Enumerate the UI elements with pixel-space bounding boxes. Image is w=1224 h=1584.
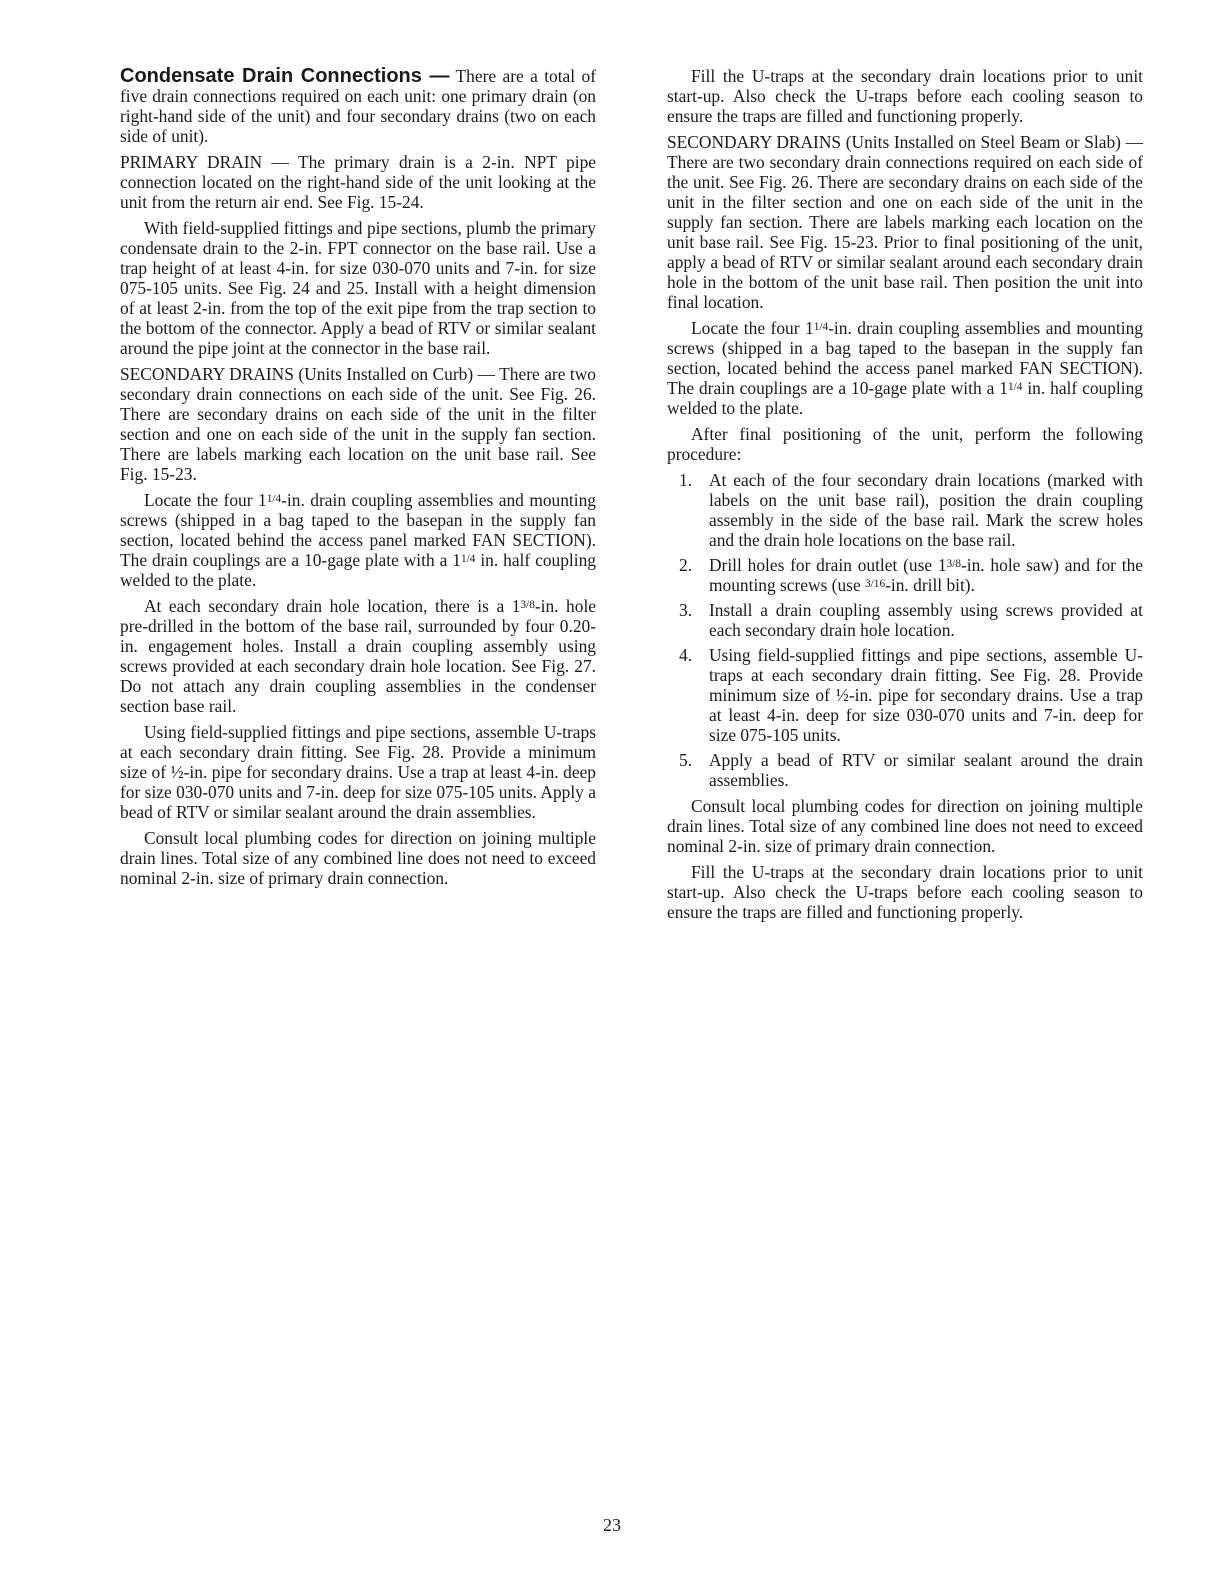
primary-drain-paragraph: PRIMARY DRAIN — The primary drain is a 2-in. NPT pipe connection located on the right-hand side of the unit looking at the unit from the return air end. See Fig. 15-24.	[120, 152, 596, 212]
list-item: 1. At each of the four secondary drain locations (marked with labels on the unit base rail), position the drain coupling assembly in the side of the base rail. Mark the screw holes and the drain hole locations on the base rail.	[679, 470, 1143, 550]
procedure-intro-paragraph: After final positioning of the unit, perform the following procedure:	[667, 424, 1143, 464]
drain-coupling-paragraph-right: Locate the four $1^{1/4}-in$. drain coupling assemblies and mounting screws (shipped in a bag taped to the basepan in the supply fan section, located behind the access panel marked FAN SECTION). The drain couplings are a 10-gage plate with a $1^{1/4}$ in. half coupling welded to the plate.	[667, 318, 1143, 418]
procedure-steps-list	[667, 470, 1143, 790]
fill-traps-closing-paragraph: Fill the U-traps at the secondary drain locations prior to unit start-up. Also check the U-traps before each cooling season to ensure the traps are filled and functioning properly.	[667, 862, 1143, 922]
hole-location-paragraph: At each secondary drain hole location, there is a $1^{3/8}-in$. hole pre-drilled in the bottom of the base rail, surrounded by four 0.20-in. engagement holes. Install a drain coupling assembly using screws provided at each secondary drain hole location. See Fig. 27. Do not attach any drain coupling assemblies in the condenser section base rail.	[120, 596, 596, 716]
section-heading: Condensate Drain Connections —	[120, 65, 450, 87]
secondary-drains-beam-paragraph: SECONDARY DRAINS (Units Installed on Steel Beam or Slab) — There are two secondary drain connections required on each side of the unit. See Fig. 26. There are secondary drains on each side of the unit in the filter section and one on each side of the unit in the supply fan section. There are labels marking each location on the unit base rail. See Fig. 15-23. Prior to final positioning of the unit, apply a bead of RTV or similar sealant around each secondary drain hole in the bottom of the unit base rail. Then position the unit into final location.	[667, 132, 1143, 312]
intro-paragraph: Condensate Drain Connections — There are a total of five drain connections required on each unit: one primary drain (on right-hand side of the unit) and four secondary drains (two on each side of unit).	[120, 65, 596, 146]
page-number: 23	[603, 1515, 621, 1535]
list-item: 4. Using field-supplied fittings and pipe sections, assemble U-traps at each secondary drain fitting. See Fig. 28. Provide minimum size of ½-in. pipe for secondary drains. Use a trap at least 4-in. deep for size 030-070 units and 7-in. deep for size 075-105 units.	[679, 645, 1144, 745]
list-item: 2. Drill holes for drain outlet (use $1^{3/8}-in$. hole saw) and for the mounting screws (use $^{3/16}$-in. drill bit).	[679, 555, 1143, 595]
secondary-drains-curb-paragraph: SECONDARY DRAINS (Units Installed on Curb) — There are two secondary drain connections on each side of the unit. See Fig. 26. There are secondary drains on each side of the unit in the filter section and one on each side of the unit in the supply fan section. There are labels marking each location on the unit base rail. See Fig. 15-23.	[120, 364, 596, 484]
plumbing-codes-paragraph-right: Consult local plumbing codes for direction on joining multiple drain lines. Total size of any combined line does not need to exceed nominal 2-in. size of primary drain connection.	[667, 796, 1143, 856]
list-item: 3. Install a drain coupling assembly using screws provided at each secondary drain hole location.	[679, 600, 1143, 640]
primary-drain-plumbing-paragraph: With field-supplied fittings and pipe sections, plumb the primary condensate drain to the 2-in. FPT connector on the base rail. Use a trap height of at least 4-in. for size 030-070 units and 7-in. for size 075-105 units. See Fig. 24 and 25. Install with a height dimension of at least 2-in. from the top of the exit pipe from the trap section to the bottom of the connector. Apply a bead of RTV or similar sealant around the pipe joint at the connector in the base rail.	[120, 218, 596, 358]
right-column	[667, 66, 1143, 928]
left-column	[120, 66, 596, 894]
list-item: 5. Apply a bead of RTV or similar sealant around the drain assemblies.	[679, 750, 1143, 790]
fill-traps-paragraph: Fill the U-traps at the secondary drain locations prior to unit start-up. Also check the U-traps before each cooling season to ensure the traps are filled and functioning properly.	[667, 66, 1143, 126]
plumbing-codes-paragraph: Consult local plumbing codes for direction on joining multiple drain lines. Total size of any combined line does not need to exceed nominal 2-in. size of primary drain connection.	[120, 828, 596, 888]
drain-coupling-paragraph: Locate the four $1^{1/4}-in$. drain coupling assemblies and mounting screws (shipped in a bag taped to the basepan in the supply fan section, located behind the access panel marked FAN SECTION). The drain couplings are a 10-gage plate with a $1^{1/4}$ in. half coupling welded to the plate.	[120, 490, 596, 590]
u-traps-paragraph: Using field-supplied fittings and pipe sections, assemble U-traps at each secondary drain fitting. See Fig. 28. Provide a minimum size of ½-in. pipe for secondary drains. Use a trap at least 4-in. deep for size 030-070 units and 7-in. deep for size 075-105 units. Apply a bead of RTV or similar sealant around the drain assemblies.	[120, 722, 596, 822]
